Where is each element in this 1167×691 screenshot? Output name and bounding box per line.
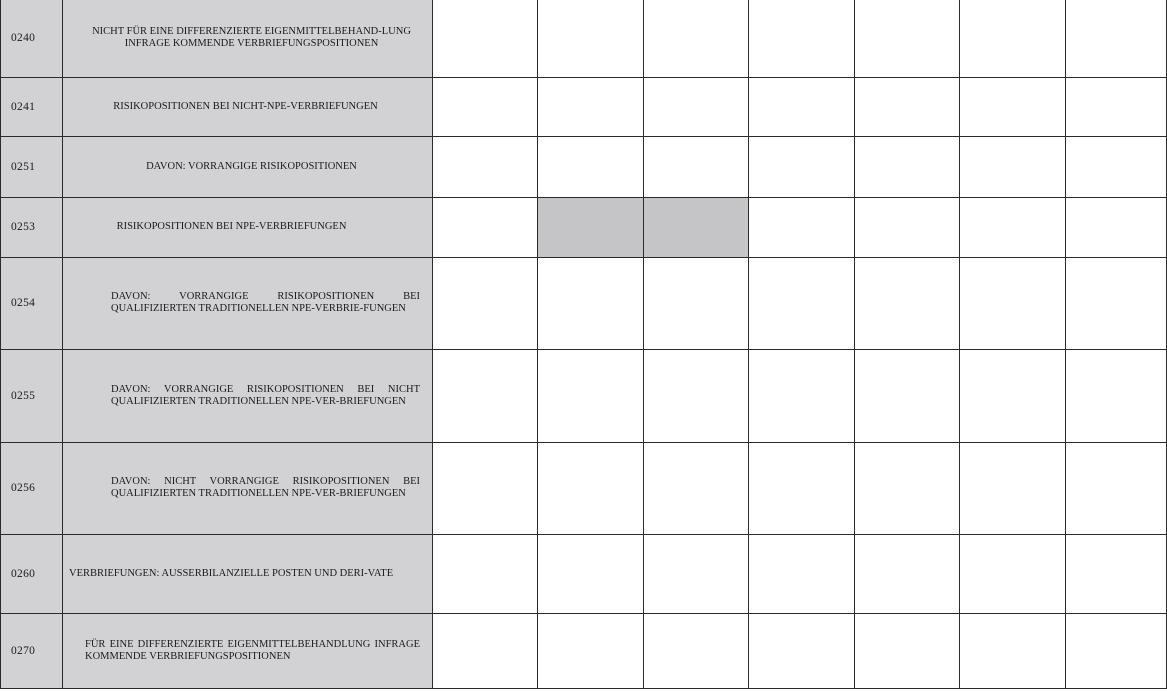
- table-row: [1, 613, 1167, 688]
- data-cell[interactable]: [433, 197, 538, 257]
- row-label: DAVON: VORRANGIGE RISIKOPOSITIONEN BEI NICHT QUALIFIZIERTEN TRADITIONELLEN NPE-VER-BRIEFUNGEN: [63, 349, 433, 442]
- data-cell[interactable]: [644, 0, 749, 77]
- data-cell[interactable]: [855, 0, 960, 77]
- table-row: [1, 349, 1167, 442]
- row-label: RISIKOPOSITIONEN BEI NICHT-NPE-VERBRIEFUNGEN: [63, 77, 433, 136]
- row-code: 0254: [1, 257, 63, 349]
- data-cell[interactable]: [960, 257, 1066, 349]
- table-row: [1, 0, 1167, 77]
- data-cell[interactable]: [960, 442, 1066, 534]
- data-cell[interactable]: [433, 349, 538, 442]
- data-cell[interactable]: [433, 77, 538, 136]
- data-cell[interactable]: [433, 257, 538, 349]
- data-cell[interactable]: [960, 349, 1066, 442]
- row-code: 0260: [1, 534, 63, 613]
- row-code: 0240: [1, 0, 63, 77]
- data-cell[interactable]: [1066, 613, 1167, 688]
- data-cell[interactable]: [433, 613, 538, 688]
- data-cell[interactable]: [1066, 349, 1167, 442]
- data-cell[interactable]: [749, 77, 855, 136]
- data-cell[interactable]: [1066, 534, 1167, 613]
- data-cell[interactable]: [1066, 77, 1167, 136]
- data-cell[interactable]: [538, 349, 644, 442]
- data-cell[interactable]: [749, 534, 855, 613]
- data-cell[interactable]: [855, 613, 960, 688]
- row-label: FÜR EINE DIFFERENZIERTE EIGENMITTELBEHANDLUNG INFRAGE KOMMENDE VERBRIEFUNGSPOSITIONEN: [63, 613, 433, 688]
- row-code: 0256: [1, 442, 63, 534]
- data-cell[interactable]: [749, 257, 855, 349]
- row-label: NICHT FÜR EINE DIFFERENZIERTE EIGENMITTELBEHAND-LUNG INFRAGE KOMMENDE VERBRIEFUNGSPOSITIONEN: [63, 0, 433, 77]
- data-cell[interactable]: [855, 442, 960, 534]
- data-cell[interactable]: [433, 0, 538, 77]
- data-cell[interactable]: [433, 442, 538, 534]
- row-code: 0251: [1, 136, 63, 197]
- data-cell[interactable]: [538, 0, 644, 77]
- data-cell[interactable]: [644, 257, 749, 349]
- table-row: [1, 197, 1167, 257]
- row-code: 0255: [1, 349, 63, 442]
- shaded-cell: [644, 197, 749, 257]
- data-cell[interactable]: [644, 136, 749, 197]
- row-code: 0241: [1, 77, 63, 136]
- table-row: [1, 77, 1167, 136]
- data-cell[interactable]: [1066, 136, 1167, 197]
- data-cell[interactable]: [960, 613, 1066, 688]
- data-cell[interactable]: [855, 534, 960, 613]
- data-cell[interactable]: [855, 136, 960, 197]
- row-label: DAVON: VORRANGIGE RISIKOPOSITIONEN BEI QUALIFIZIERTEN TRADITIONELLEN NPE-VERBRIE-FUNGEN: [63, 257, 433, 349]
- data-cell[interactable]: [855, 77, 960, 136]
- row-code: 0253: [1, 197, 63, 257]
- data-cell[interactable]: [1066, 0, 1167, 77]
- data-cell[interactable]: [538, 534, 644, 613]
- data-cell[interactable]: [749, 442, 855, 534]
- data-cell[interactable]: [855, 197, 960, 257]
- data-cell[interactable]: [644, 613, 749, 688]
- data-cell[interactable]: [1066, 197, 1167, 257]
- table-row: [1, 257, 1167, 349]
- row-label: DAVON: NICHT VORRANGIGE RISIKOPOSITIONEN BEI QUALIFIZIERTEN TRADITIONELLEN NPE-VER-BRIEFUNGEN: [63, 442, 433, 534]
- table-row: [1, 136, 1167, 197]
- row-label: RISIKOPOSITIONEN BEI NPE-VERBRIEFUNGEN: [63, 197, 433, 257]
- data-cell[interactable]: [538, 613, 644, 688]
- table-row: [1, 442, 1167, 534]
- shaded-cell: [538, 197, 644, 257]
- data-cell[interactable]: [1066, 257, 1167, 349]
- data-cell[interactable]: [960, 534, 1066, 613]
- data-cell[interactable]: [538, 442, 644, 534]
- data-cell[interactable]: [644, 77, 749, 136]
- row-label: VERBRIEFUNGEN: AUSSERBILANZIELLE POSTEN UND DERI-VATE: [63, 534, 433, 613]
- data-cell[interactable]: [433, 534, 538, 613]
- data-cell[interactable]: [538, 257, 644, 349]
- data-cell[interactable]: [644, 349, 749, 442]
- data-cell[interactable]: [1066, 442, 1167, 534]
- data-cell[interactable]: [749, 0, 855, 77]
- data-cell[interactable]: [644, 442, 749, 534]
- data-cell[interactable]: [433, 136, 538, 197]
- data-cell[interactable]: [960, 77, 1066, 136]
- data-cell[interactable]: [960, 0, 1066, 77]
- data-cell[interactable]: [855, 349, 960, 442]
- data-cell[interactable]: [749, 349, 855, 442]
- data-cell[interactable]: [960, 136, 1066, 197]
- data-cell[interactable]: [538, 136, 644, 197]
- row-code: 0270: [1, 613, 63, 688]
- data-cell[interactable]: [749, 197, 855, 257]
- table-row: [1, 534, 1167, 613]
- data-cell[interactable]: [960, 197, 1066, 257]
- row-label: DAVON: VORRANGIGE RISIKOPOSITIONEN: [63, 136, 433, 197]
- data-cell[interactable]: [855, 257, 960, 349]
- data-cell[interactable]: [749, 613, 855, 688]
- data-cell[interactable]: [538, 77, 644, 136]
- data-cell[interactable]: [749, 136, 855, 197]
- data-cell[interactable]: [644, 534, 749, 613]
